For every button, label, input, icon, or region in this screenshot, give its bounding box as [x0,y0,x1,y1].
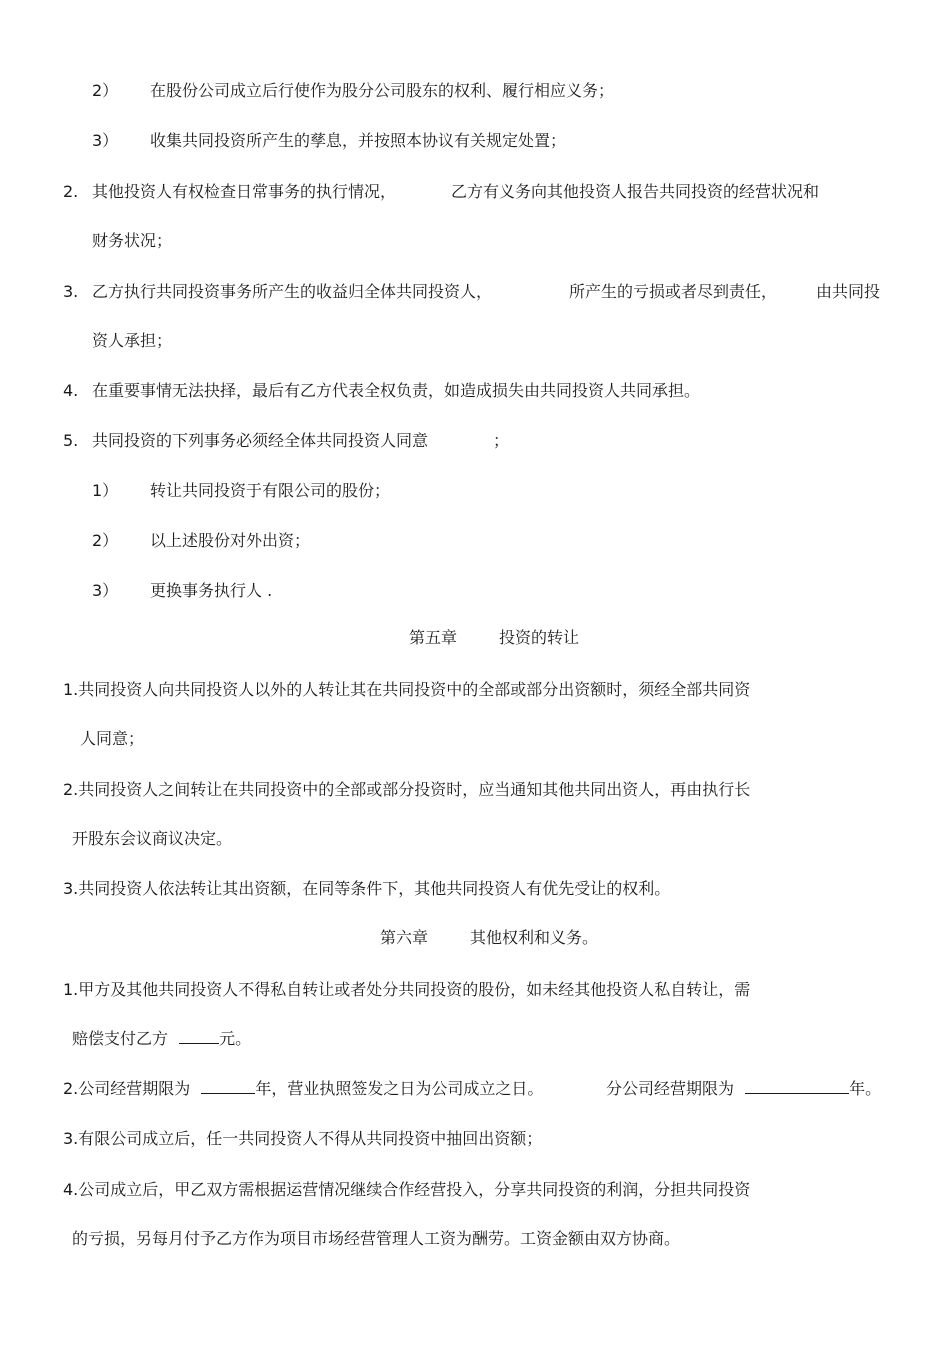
item-text: 由共同投 [816,282,881,301]
sub-item-text: 转让共同投资于有限公司的股份； [150,481,391,500]
chapter-title: 其他权利和义务。 [470,928,599,947]
clause-fragment: 分公司经营期限为 [606,1079,735,1098]
item-number: 5. [63,431,79,450]
chapter-label: 第五章 [409,628,458,647]
sub-item-text: 更换事务执行人 . [150,581,273,600]
clause-continuation: 人同意； [80,729,145,748]
clause-text: 2.共同投资人之间转让在共同投资中的全部或部分投资时，应当通知其他共同出资人，再由执行长 [63,780,751,799]
fill-in-blank [745,1079,849,1094]
clause-continuation: 的亏损，另每月付予乙方作为项目市场经营管理人工资为酬劳。工资金额由双方协商。 [72,1229,681,1248]
sub-item-number: 2） [92,81,119,100]
item-continuation: 资人承担； [92,331,173,350]
sub-item-text: 收集共同投资所产生的孳息，并按照本协议有关规定处置； [150,131,567,150]
item-text: 乙方执行共同投资事务所产生的收益归全体共同投资人， [92,282,493,301]
item-text: 乙方有义务向其他投资人报告共同投资的经营状况和 [451,182,820,201]
clause-fragment: 年，营业执照签发之日为公司成立之日。 [255,1079,544,1098]
item-text: 共同投资的下列事务必须经全体共同投资人同意 [92,431,429,450]
clause-text: 3.有限公司成立后，任一共同投资人不得从共同投资中抽回出资额； [63,1129,543,1148]
sub-item-number: 3） [92,581,119,600]
clause-text: 4.公司成立后，甲乙双方需根据运营情况继续合作经营投入，分享共同投资的利润，分担共同投资 [63,1180,751,1199]
clause-continuation: 开股东会议商议决定。 [72,829,233,848]
clause-fragment: 年。 [849,1079,882,1098]
clause-text: 1.甲方及其他共同投资人不得私自转让或者处分共同投资的股份，如未经其他投资人私自转让，需 [63,980,751,999]
item-text: 所产生的亏损或者尽到责任， [569,282,778,301]
sub-item-number: 1） [92,481,119,500]
chapter-label: 第六章 [380,928,429,947]
chapter-title: 投资的转让 [499,628,580,647]
fill-in-blank [201,1079,255,1094]
fill-in-blank [179,1029,219,1044]
item-text: 在重要事情无法抉择，最后有乙方代表全权负责，如造成损失由共同投资人共同承担。 [92,381,701,400]
sub-item-text: 以上述股份对外出资； [150,531,311,550]
item-continuation: 财务状况； [92,231,173,250]
item-text: 其他投资人有权检查日常事务的执行情况， [92,182,397,201]
clause-text: 1.共同投资人向共同投资人以外的人转让其在共同投资中的全部或部分出资额时，须经全部共同资 [63,680,751,699]
clause-fragment: 2.公司经营期限为 [63,1079,191,1098]
item-number: 4. [63,381,79,400]
clause-continuation [72,1029,251,1049]
item-number: 2. [63,182,79,201]
clause-text: 3.共同投资人依法转让其出资额，在同等条件下，其他共同投资人有优先受让的权利。 [63,879,671,898]
clause-fragment: 赔偿支付乙方 [72,1029,169,1048]
clause-fragment: 元。 [219,1029,252,1048]
clause-text [63,1079,543,1099]
item-text: ； [493,431,510,450]
sub-item-text: 在股份公司成立后行使作为股分公司股东的权利、履行相应义务； [150,81,615,100]
sub-item-number: 3） [92,131,119,150]
sub-item-number: 2） [92,531,119,550]
item-number: 3. [63,282,79,301]
clause-text [606,1079,881,1099]
